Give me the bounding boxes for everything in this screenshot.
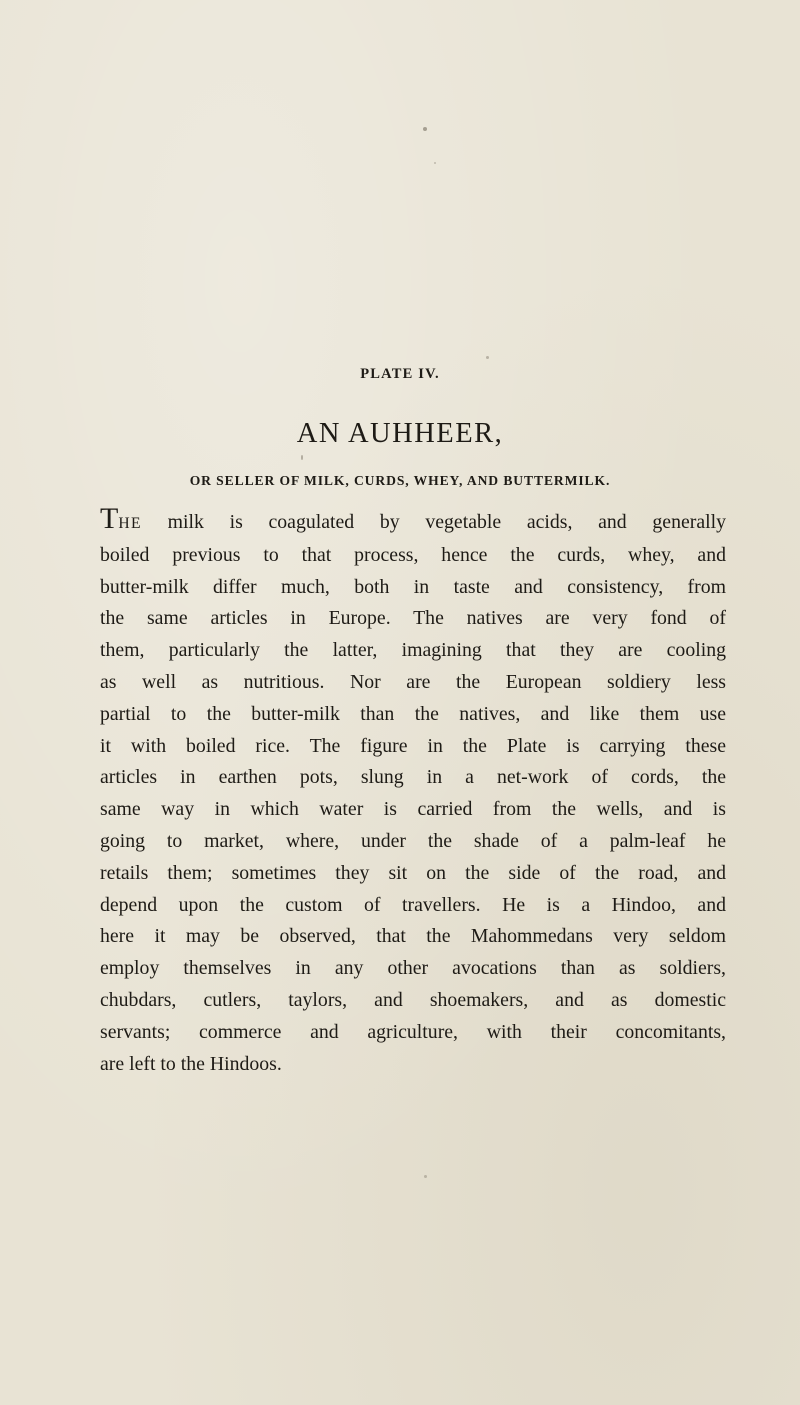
text-line: here it may be observed, that the Mahommedans very seldom — [100, 925, 726, 948]
paper-speck — [424, 1175, 427, 1178]
body-paragraph — [100, 502, 726, 1080]
text-line: boiled previous to that process, hence the curds, whey, and — [100, 543, 726, 566]
drop-cap: T — [100, 502, 119, 535]
plate-label: PLATE IV. — [360, 366, 440, 382]
text-line: retails them; sometimes they sit on the side of the road, and — [100, 861, 726, 884]
text-line: employ themselves in any other avocations than as soldiers, — [100, 957, 726, 980]
text-line: them, particularly the latter, imagining that they are cooling — [100, 639, 726, 662]
text-line: articles in earthen pots, slung in a net-work of cords, the — [100, 766, 726, 789]
page-title: AN AUHHEER, — [296, 418, 504, 449]
text-line: the same articles in Europe. The natives are very fond of — [100, 607, 726, 630]
first-word-rest: HE — [118, 515, 142, 532]
paper-speck — [434, 162, 436, 164]
text-line: are left to the Hindoos. — [100, 1052, 282, 1075]
text-line: going to market, where, under the shade of a palm-leaf he — [100, 829, 726, 852]
text-line: butter-milk differ much, both in taste and consistency, from — [100, 575, 726, 598]
text-line-content: milk is coagulated by vegetable acids, and generally — [141, 511, 726, 533]
paper-speck — [301, 455, 303, 460]
text-line — [100, 502, 726, 540]
text-line: chubdars, cutlers, taylors, and shoemakers, and as domestic — [100, 988, 726, 1011]
paper-speck — [423, 127, 427, 131]
text-line: servants; commerce and agriculture, with their concomitants, — [100, 1020, 726, 1043]
text-line: as well as nutritious. Nor are the European soldiery less — [100, 670, 726, 693]
paper-speck — [486, 356, 489, 359]
page-subtitle: OR SELLER OF MILK, CURDS, WHEY, AND BUTTERMILK. — [189, 473, 611, 488]
text-line: depend upon the custom of travellers. He is a Hindoo, and — [100, 893, 726, 916]
text-line: it with boiled rice. The figure in the Plate is carrying these — [100, 734, 726, 757]
text-line: partial to the butter-milk than the natives, and like them use — [100, 702, 726, 725]
text-line: same way in which water is carried from the wells, and is — [100, 798, 726, 821]
